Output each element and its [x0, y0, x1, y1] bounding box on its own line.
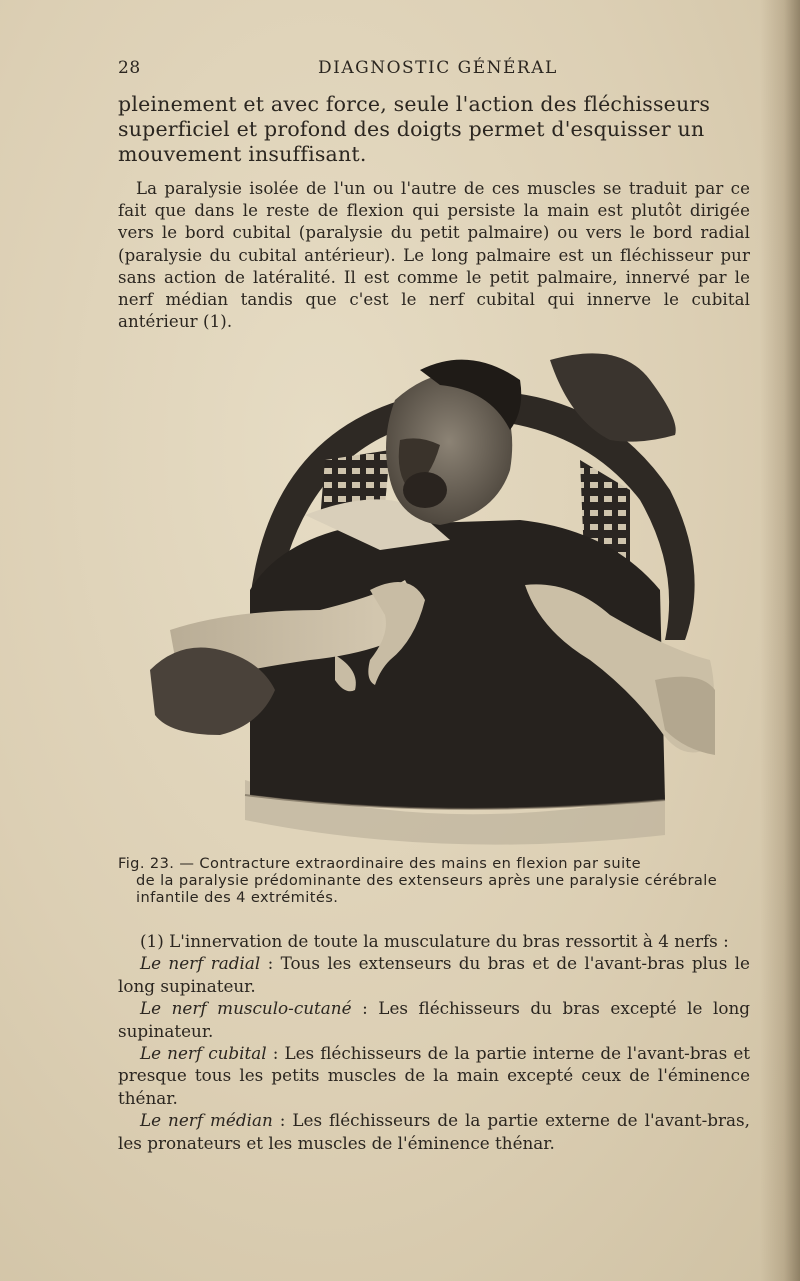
lead-paragraph: pleinement et avec force, seule l'action des fléchisseurs superficiel et profond des doigts permet d'esquisser un mouvement insuffisant. [118, 92, 711, 166]
footnote-item [118, 1042, 750, 1109]
footnote-text: : Les fléchisseurs de la partie externe de l'avant-bras, les pronateurs et les muscles de l'éminence thénar. [118, 1110, 750, 1153]
page-header [118, 58, 758, 84]
footnotes [118, 930, 750, 1154]
footnote-item [118, 1109, 750, 1154]
figure-photograph [140, 340, 725, 850]
footnote-term: Le nerf musculo-cutané [140, 998, 352, 1019]
patient-photograph [140, 340, 725, 850]
footnote-intro: (1) L'innervation de toute la musculature du bras ressortit à 4 nerfs : [140, 931, 729, 951]
footnote-term: Le nerf cubital [140, 1043, 267, 1064]
page-edge-shadow [760, 0, 800, 1281]
footnote-item [118, 952, 750, 997]
figure-caption-line1: Fig. 23. — Contracture extraordinaire des mains en flexion par suite [118, 855, 642, 872]
figure-caption [118, 855, 750, 906]
footnote-text: : Les fléchisseurs de la partie interne de l'avant-bras et presque tous les petits muscles de la main excepté ceux de l'éminence thénar. [118, 1043, 750, 1108]
footnote-item [118, 997, 750, 1042]
running-title: DIAGNOSTIC GÉNÉRAL [318, 58, 558, 78]
footnote-term: Le nerf médian [140, 1110, 273, 1131]
footnote-text: : Les fléchisseurs du bras excepté le long supinateur. [118, 998, 750, 1041]
main-paragraph: La paralysie isolée de l'un ou l'autre de ces muscles se traduit par ce fait que dans le reste de flexion qui persiste la main est plutôt dirigée vers le bord cubital (paralysie du petit palmaire) ou vers le bord radial (paralysie du cubital antérieur). Le long palmaire est un fléchisseur pur sans action de latéralité. Il est comme le petit palmaire, innervé par le nerf médian tandis que c'est le nerf cubital qui innerve le cubital antérieur (1). [118, 179, 750, 332]
footnote-text: : Tous les extenseurs du bras et de l'avant-bras plus le long supinateur. [118, 953, 750, 996]
footnote-term: Le nerf radial [140, 953, 261, 974]
figure-caption-rest: de la paralysie prédominante des extenseurs après une paralysie cérébrale infantile des 4 extrémités. [136, 872, 718, 906]
page-number: 28 [118, 58, 141, 78]
